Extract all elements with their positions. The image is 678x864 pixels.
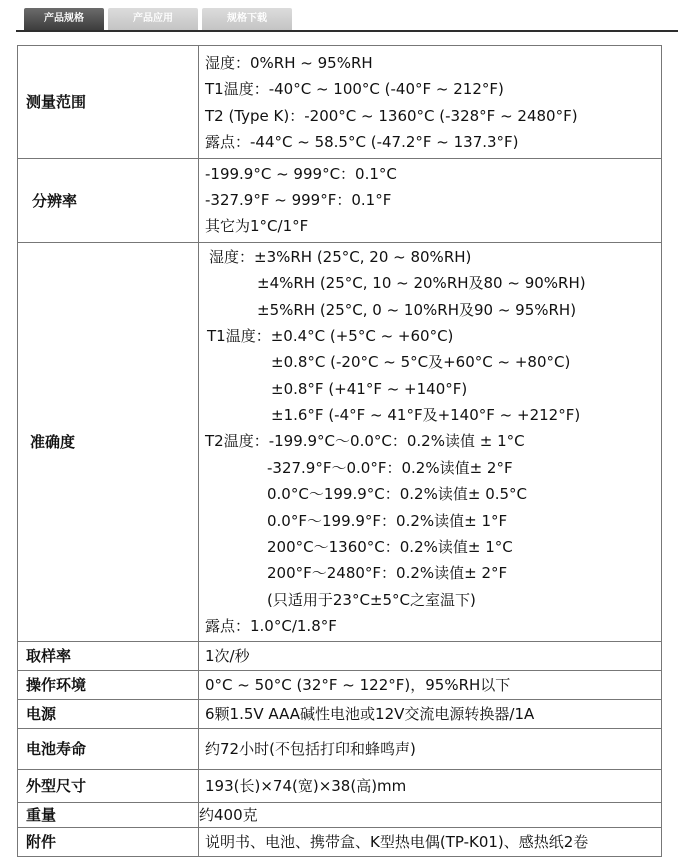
value-line: 200°C～1360°C：0.2%读值± 1°C — [267, 538, 513, 557]
value-line: 湿度：±3%RH (25°C, 20 ~ 80%RH) — [209, 247, 472, 266]
row-label: 分辨率 — [18, 158, 199, 242]
value-line: 露点：1.0°C/1.8°F — [205, 617, 337, 636]
value-line: ±5%RH (25°C, 0 ~ 10%RH及90 ~ 95%RH) — [257, 300, 577, 319]
value-line: -327.9°F～0.0°F：0.2%读值± 2°F — [267, 458, 513, 477]
table-row — [18, 670, 662, 699]
row-value — [199, 242, 662, 641]
spec-table — [17, 45, 662, 857]
value-line: ±4%RH (25°C, 10 ~ 20%RH及80 ~ 90%RH) — [257, 274, 586, 293]
row-value — [199, 641, 662, 670]
row-value — [199, 699, 662, 728]
table-row — [18, 728, 662, 769]
table-row — [18, 242, 662, 641]
row-label: 取样率 — [18, 641, 199, 670]
table-row — [18, 769, 662, 802]
table-row — [18, 827, 662, 856]
row-value — [199, 827, 662, 856]
row-label: 附件 — [18, 827, 199, 856]
value-line: 1次/秒 — [205, 646, 250, 665]
value-line: 200°F～2480°F：0.2%读值± 2°F — [267, 564, 508, 583]
value-line: 约72小时(不包括打印和蜂鸣声) — [205, 739, 416, 758]
table-row — [18, 802, 662, 827]
value-line: (只适用于23°C±5°C之室温下) — [267, 590, 476, 609]
value-line: -327.9°F ~ 999°F：0.1°F — [205, 190, 392, 209]
value-line: 0.0°C～199.9°C：0.2%读值± 0.5°C — [267, 485, 528, 504]
value-line: T1温度：±0.4°C (+5°C ~ +60°C) — [207, 326, 454, 345]
value-line: 0°C ~ 50°C (32°F ~ 122°F)，95%RH以下 — [205, 675, 511, 694]
value-line: T2温度：-199.9°C～0.0°C：0.2%读值 ± 1°C — [205, 432, 525, 451]
table-row — [18, 699, 662, 728]
row-value — [199, 769, 662, 802]
value-line: 露点：-44°C ~ 58.5°C (-47.2°F ~ 137.3°F) — [205, 133, 519, 152]
table-row — [18, 641, 662, 670]
value-line: 湿度：0%RH ~ 95%RH — [205, 54, 373, 72]
value-line: 其它为1°C/1°F — [205, 217, 309, 236]
row-label: 准确度 — [18, 242, 199, 641]
tab-product-specs[interactable]: 产品规格 — [24, 8, 104, 30]
value-line: 约400克 — [199, 805, 258, 824]
tab-bar — [0, 0, 678, 40]
tab-spec-download[interactable]: 规格下载 — [202, 8, 292, 30]
value-line: 6颗1.5V AAA碱性电池或12V交流电源转换器/1A — [205, 704, 535, 723]
value-line: 说明书、电池、携带盒、K型热电偶(TP-K01)、感热纸2卷 — [205, 832, 589, 851]
value-line: 0.0°F～199.9°F：0.2%读值± 1°F — [267, 511, 508, 530]
value-line: ±0.8°F (+41°F ~ +140°F) — [271, 379, 468, 398]
row-label: 电池寿命 — [18, 728, 199, 769]
row-value — [199, 158, 662, 242]
tab-divider — [16, 30, 678, 32]
row-label: 电源 — [18, 699, 199, 728]
row-value — [199, 46, 662, 159]
value-line: ±1.6°F (-4°F ~ 41°F及+140°F ~ +212°F) — [271, 406, 581, 425]
row-label: 测量范围 — [18, 46, 199, 159]
row-label: 重量 — [18, 802, 199, 827]
row-value — [199, 670, 662, 699]
table-row — [18, 158, 662, 242]
row-value — [199, 728, 662, 769]
value-line: -199.9°C ~ 999°C：0.1°C — [205, 164, 397, 183]
value-line: 193(长)×74(宽)×38(高)mm — [205, 776, 407, 795]
value-line: T2 (Type K)：-200°C ~ 1360°C (-328°F ~ 2480°F) — [205, 106, 578, 125]
tab-product-applications[interactable]: 产品应用 — [108, 8, 198, 30]
value-line: ±0.8°C (-20°C ~ 5°C及+60°C ~ +80°C) — [271, 353, 571, 372]
row-label: 操作环境 — [18, 670, 199, 699]
row-value — [199, 802, 662, 827]
table-row — [18, 46, 662, 159]
value-line: T1温度：-40°C ~ 100°C (-40°F ~ 212°F) — [205, 80, 504, 99]
row-label: 外型尺寸 — [18, 769, 199, 802]
